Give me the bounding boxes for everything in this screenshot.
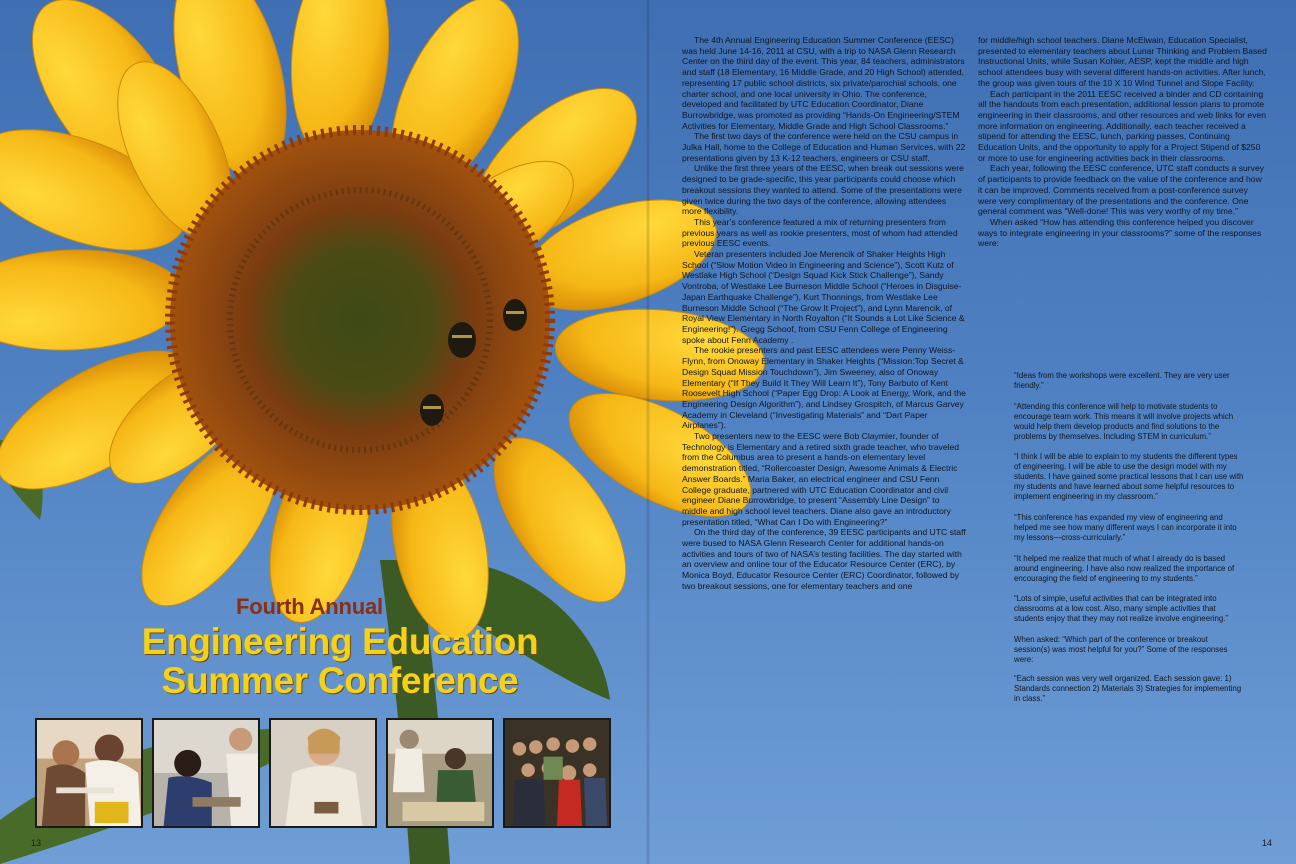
paragraph: for middle/high school teachers. Diane McElwain, Education Specialist, presented to elementary teachers about Lunar Thinking and Problem Based Instructional Units, while Susan Kohler, AESP, kept the middle and high school attendees busy with several different hands-on activities. After lunch, the group was given tours of the 10 X 10 Wind Tunnel and Slope Facility. [978,35,1267,88]
quote: “Each session was very well organized. Each session gave: 1) Standards connection 2) Materials 3) Strategies for implementing in class.” [1014,673,1242,703]
paragraph: The 4th Annual Engineering Education Summer Conference (EESC) was held June 14-16, 2011 at CSU, with a trip to NASA Glenn Research Center on the third day of the event. This year, 84 teachers, administrators and staff (18 Elementary, 16 Middle Grade, and 20 High School) attended, representing 17 public school districts, six private/parochial schools, one charter school, and one local university in Ohio. The conference, developed and facilitated by UTC Education Coordinator, Diane Burrowbridge, was promoted as providing “Hands-On Engineering/STEM Activities for Elementary, Middle Grade and High School Classrooms.” [682,35,965,131]
photo-strip [35,718,615,828]
paragraph: Unlike the first three years of the EESC, when break out sessions were designed to be grade-specific, this year participants could choose which breakout sessions they wanted to attend. Some of the presentations were given twice during the two days of the conference, allowing attendees more flexibility. [682,163,964,217]
photo-teacher-smiling [269,718,377,828]
title-line-2: Summer Conference [161,660,519,701]
paragraph: When asked “How has attending this conference helped you discover ways to integrate engineering in your classrooms?” some of the responses were: [978,216,1262,249]
paragraph: The rookie presenters and past EESC attendees were Penny Weiss-Flynn, from Onoway Elementary in Shaker Heights (“Mission:Top Secret & Design Squad Mission Touchdown”), Jim Sweeney, also of Onoway Elementary (“If They Build It They Will Learn It”), Tony Barbuto of Kent Roosevelt High School (“Paper Egg Drop: A Look at Energy, Work, and the Engineering Design Algorithm”), and Lindsey Grospitch, of Marcus Garvey Academy in Cleveland (“Investigating Materials” and “Dart Paper Airplanes”). [682,345,966,431]
paragraph: Two presenters new to the EESC were Bob Claymier, founder of Technology is Elementary and a retired sixth grade teacher, who traveled from the Columbus area to present a hands-on elementary level demonstration titled, “Rollercoaster Design, Awesome Animals & Electric Answer Boards.” Maria Baker, an electrical engineer and CSU Fenn College graduate, partnered with UTC Education Coordinator and civil engineer Diane Burrowbridge, to present “Assembly Line Design” to middle and high school level teachers. Diane also gave an introductory presentation titled, “What Can I Do with Engineering?” [682,431,960,527]
page-number-left: 13 [31,838,42,848]
page-number-right: 14 [1262,838,1273,848]
quotes-intro: When asked: “Which part of the conference or breakout session(s) was most helpful for you?” Some of the responses were: [1014,635,1228,664]
page-gutter [646,0,650,864]
paragraph: On the third day of the conference, 39 EESC participants and UTC staff were bused to NASA Glenn Research Center for additional hands-on activities and tours of two of NASA’s testing facilities. The day started with an overview and online tour of the Educator Resource Center (ERC), by Monica Boyd, Educator Resource Center (ERC) Coordinator, followed by two breakout sessions, one for elementary teachers and one [682,527,966,591]
paragraph: The first two days of the conference were held on the CSU campus in Julka Hall, home to the College of Education and Human Services, with 22 presentations given by 13 K-12 teachers, engineers or CSU staff. [682,131,966,163]
photo-group-activity [386,718,494,828]
quote: “Lots of simple, useful activities that can be integrated into classrooms at a low cost. Also, many simple activities that students enjoy that they may not realize involve engineering.” [1014,594,1229,624]
title-line-1: Engineering Education [141,621,539,662]
paragraph: Each year, following the EESC conference, UTC staff conducts a survey of participants to provide feedback on the value of the conference and how it can be improved. Comments received from a post-conference survey were very complimentary of the presentations and the conference. One general comment was “Well-done! This was very worthy of my time.” [978,163,1265,217]
article-title [100,622,580,700]
photo-group-portrait [503,718,611,828]
paragraph: This year’s conference featured a mix of returning presenters from previous years as well as rookie presenters, most of whom had attended previous EESC events. [682,216,958,249]
quote: “Attending this conference will help to motivate students to encourage team work. This means it will involve projects which would help them develop products and find solutions to the problems by themselves. Including STEM in curriculum.” [1014,401,1234,441]
photo-teacher-seated [152,718,260,828]
quote: “Ideas from the workshops were excellent. They are very user friendly.” [1014,371,1230,390]
paragraph: Veteran presenters included Joe Merencik of Shaker Heights High School (“Slow Motion Video in Engineering and Science”), Scott Kutz of Westlake High School (“Design Squad Kick Stick Challenge”), Sandy Vontroba, of Westlake Lee Burneson Middle School (“Heroes in Disguise-Japan Earthquake Challenge”), Kurt Thonnings, from Westlake Lee Burneson Middle School (“The Grow It Project”), and Lynn Marencik, of Royal View Elementary in North Royalton (“It Sounds a Lot Like Science & Engineering!”). Gregg Schoof, from CSU Fenn College of Engineering spoke about Fenn Academy . [682,249,965,345]
title-kicker: Fourth Annual [236,594,383,619]
survey-quotes [1014,371,1244,704]
quote: “It helped me realize that much of what I already do is based around engineering. I have also now realized the importance of encouraging the field of engineering to my students.” [1014,553,1235,583]
article-column-2 [978,35,1268,249]
photo-teachers-building [35,718,143,828]
quote: “I think I will be able to explain to my students the different types of engineering. I will be able to use the design model with my students. I have gained some practical lessons that I can use with my students and have learned about some helpful resources to implement engineering in my classroom.” [1014,452,1244,502]
article-column-1 [682,35,967,592]
paragraph: Each participant in the 2011 EESC received a binder and CD containing all the handouts from each presentation, additional lesson plans to promote engineering in their classrooms, and other resources and web links for even more information on engineering. Additionally, each teacher received a stipend for attending the EESC, lunch, parking passes, Continuing Education Units, and the opportunity to apply for a Project Stipend of $250 or more to use for engineering activities back in their classrooms. [978,88,1267,163]
quote: “This conference has expanded my view of engineering and helped me see how many different ways I can incorporate it into my lessons—cross-curricularly.” [1014,512,1237,542]
